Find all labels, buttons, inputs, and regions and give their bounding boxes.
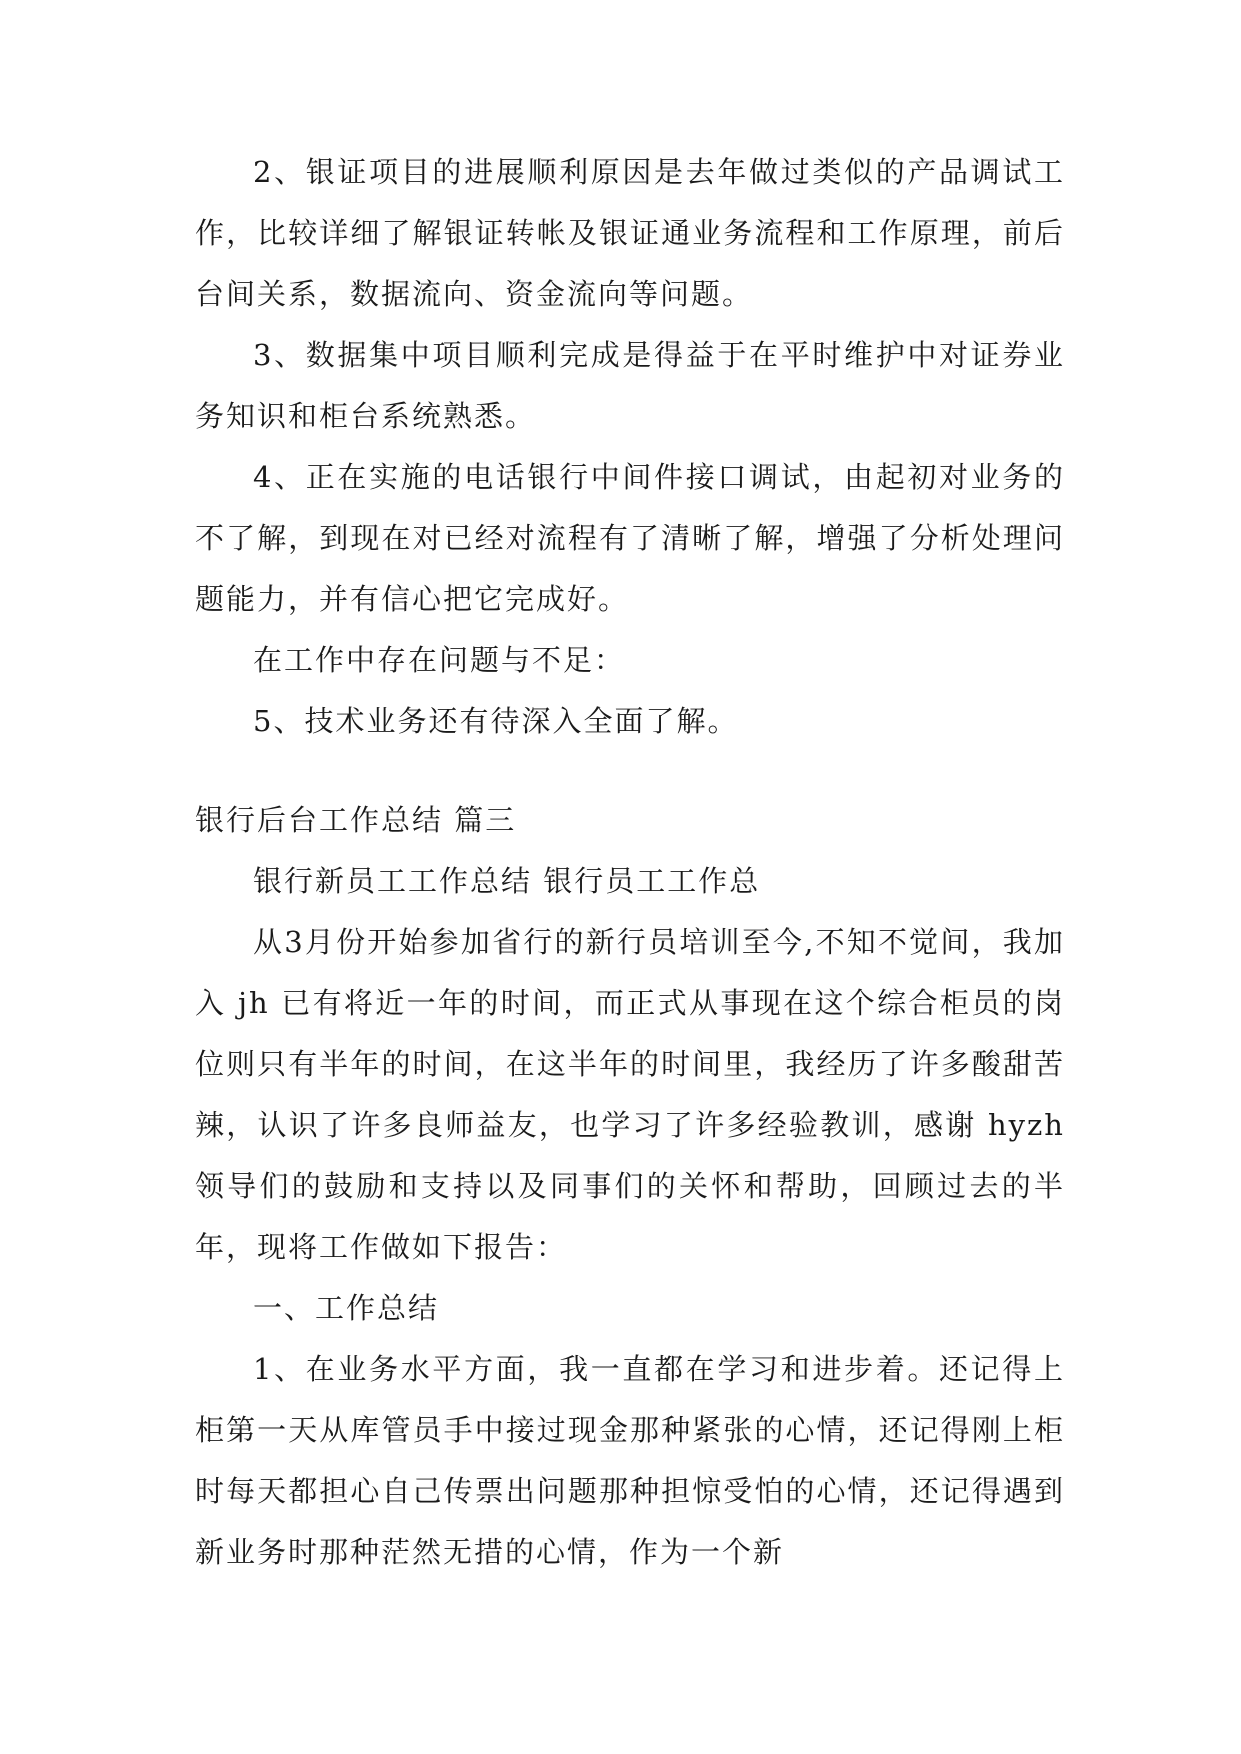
- section-title: 银行后台工作总结 篇三: [195, 803, 517, 837]
- paragraph-item-4: 4、正在实施的电话银行中间件接口调试，由起初对业务的不了解，到现在对已经对流程有了清晰了解，增强了分析处理问题能力，并有信心把它完成好。: [195, 460, 1065, 616]
- problems-heading: 在工作中存在问题与不足：: [253, 643, 626, 677]
- section-subtitle: 银行新员工工作总结 银行员工工作总: [253, 864, 761, 898]
- summary-paragraph-1: 1、在业务水平方面，我一直都在学习和进步着。还记得上柜第一天从库管员手中接过现金那种紧张的心情，还记得刚上柜时每天都担心自己传票出问题那种担惊受怕的心情，还记得遇到新业务时那种茫然无措的心情，作为一个新: [195, 1352, 1065, 1569]
- intro-paragraph: 从3月份开始参加省行的新行员培训至今,不知不觉间，我加入 jh 已有将近一年的时间，而正式从事现在这个综合柜员的岗位则只有半年的时间，在这半年的时间里，我经历了许多酸甜苦辣，认识了许多良师益友，也学习了许多经验教训，感谢 hyzh 领导们的鼓励和支持以及同事们的关怀和帮助，回顾过去的半年，现将工作做如下报告：: [195, 925, 1065, 1264]
- paragraph-item-3: 3、数据集中项目顺利完成是得益于在平时维护中对证券业务知识和柜台系统熟悉。: [195, 338, 1065, 433]
- paragraph-item-2: 2、银证项目的进展顺利原因是去年做过类似的产品调试工作，比较详细了解银证转帐及银证通业务流程和工作原理，前后台间关系，数据流向、资金流向等问题。: [195, 155, 1065, 311]
- work-summary-heading: 一、工作总结: [253, 1291, 440, 1325]
- paragraph-item-5: 5、技术业务还有待深入全面了解。: [253, 704, 739, 738]
